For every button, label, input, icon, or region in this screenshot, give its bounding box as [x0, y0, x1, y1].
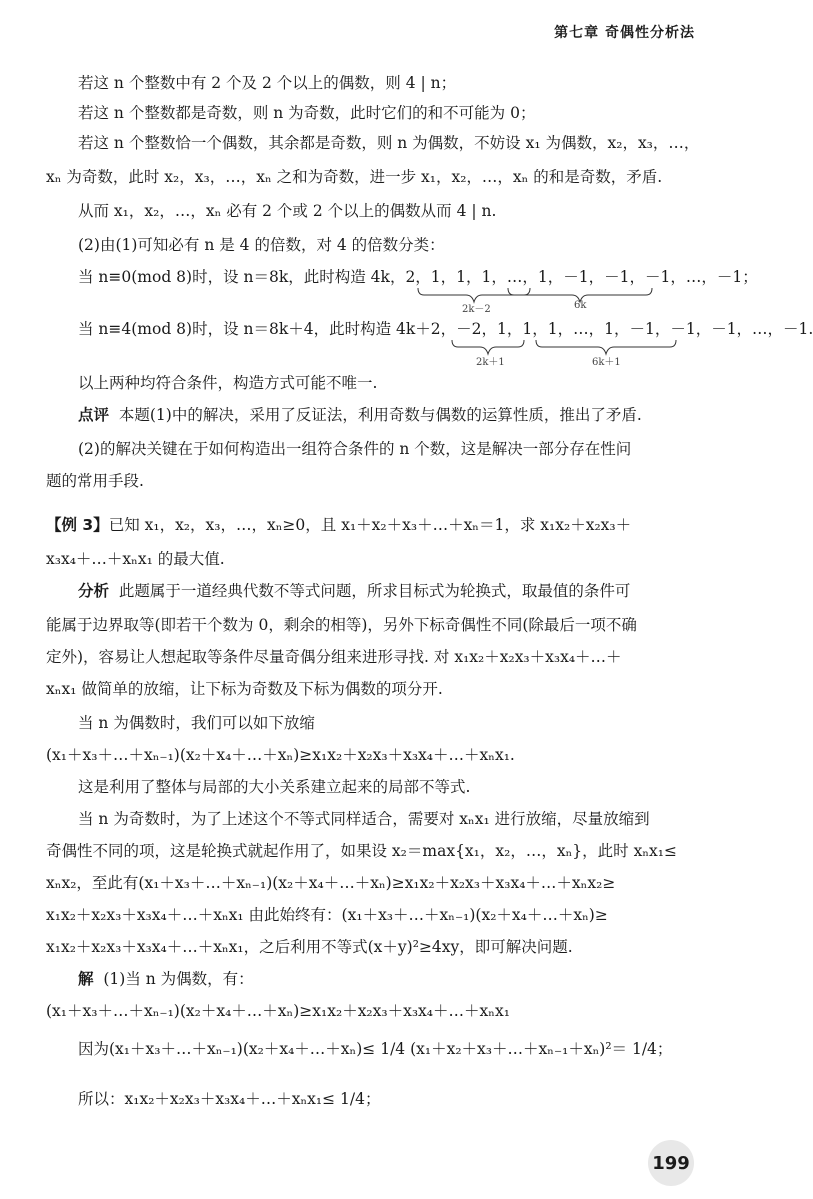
text-line: (x₁＋x₃＋…＋xₙ₋₁)(x₂＋x₄＋…＋xₙ)≥x₁x₂＋x₂x₃＋x₃x₄＋…＋xₙx₁.: [46, 746, 515, 764]
text-line: 从而 x₁，x₂，…，xₙ 必有 2 个或 2 个以上的偶数从而 4 | n.: [78, 202, 497, 220]
text-line: 当 n 为偶数时，我们可以如下放缩: [78, 714, 315, 732]
text-line: 奇偶性不同的项，这是轮换式就起作用了，如果设 x₂＝max{x₁，x₂，…，xₙ}，此时 xₙx₁≤: [46, 842, 677, 860]
text-line: 本题(1)中的解决，采用了反证法，利用奇数与偶数的运算性质，推出了矛盾.: [118, 406, 642, 424]
analysis-paragraph: [78, 580, 697, 602]
text-line: x₁x₂＋x₂x₃＋x₃x₄＋…＋xₙx₁，之后利用不等式(x＋y)²≥4xy，即可解决问题.: [46, 938, 573, 956]
example-paragraph: [46, 514, 697, 536]
text-line: 当 n≡4(mod 8)时，设 n＝8k＋4，此时构造 4k＋2，－2，1，1，1，…，1，－1，－1，－1，…，－1.: [78, 320, 813, 338]
brace-label: 2k＋1: [476, 357, 505, 368]
solution-label: 解: [78, 970, 94, 988]
text-line: (1)当 n 为偶数，有：: [103, 970, 254, 988]
page-number: 199: [648, 1140, 694, 1186]
text-line: 所以：x₁x₂＋x₂x₃＋x₃x₄＋…＋xₙx₁≤ 1/4；: [78, 1090, 381, 1108]
text-line: 已知 x₁，x₂，x₃，…，xₙ≥0，且 x₁＋x₂＋x₃＋…＋xₙ＝1，求 x₁x₂＋x₂x₃＋: [108, 516, 632, 534]
comment-paragraph: [78, 404, 697, 426]
brace-label: 6k: [574, 300, 587, 311]
text-line: 以上两种均符合条件，构造方式可能不唯一.: [78, 374, 378, 392]
text-line: 当 n≡0(mod 8)时，设 n＝8k，此时构造 4k，2，1，1，1，…，1，－1，－1，－1，…，－1；: [78, 268, 758, 286]
text-line: 定外)，容易让人想起取等条件尽量奇偶分组来进形寻找. 对 x₁x₂＋x₂x₃＋x₃x₄＋…＋: [46, 648, 622, 666]
text-line: xₙx₂，至此有(x₁＋x₃＋…＋xₙ₋₁)(x₂＋x₄＋…＋xₙ)≥x₁x₂＋x₂x₃＋x₃x₄＋…＋xₙx₂≥: [46, 874, 616, 892]
text-line: 这是利用了整体与局部的大小关系建立起来的局部不等式.: [78, 778, 471, 796]
text-line: (x₁＋x₃＋…＋xₙ₋₁)(x₂＋x₄＋…＋xₙ)≥x₁x₂＋x₂x₃＋x₃x₄＋…＋xₙx₁: [46, 1002, 510, 1020]
solution-paragraph: [78, 968, 697, 990]
text-line: 若这 n 个整数都是奇数，则 n 为奇数，此时它们的和不可能为 0；: [78, 104, 536, 122]
brace-label: 2k－2: [462, 304, 491, 315]
text-line: x₃x₄＋…＋xₙx₁ 的最大值.: [46, 550, 225, 568]
analysis-label: 分析: [78, 582, 110, 600]
text-line: 此题属于一道经典代数不等式问题，所求目标式为轮换式，取最值的条件可: [118, 582, 631, 600]
text-line: (2)的解决关键在于如何构造出一组符合条件的 n 个数，这是解决一部分存在性问: [78, 440, 632, 458]
text-line: x₁x₂＋x₂x₃＋x₃x₄＋…＋xₙx₁ 由此始终有：(x₁＋x₃＋…＋xₙ₋₁)(x₂＋x₄＋…＋xₙ)≥: [46, 906, 608, 924]
example-label: 【例 3】: [46, 516, 109, 534]
brace-label: 6k＋1: [592, 357, 621, 368]
text-line: (2)由(1)可知必有 n 是 4 的倍数，对 4 的倍数分类：: [78, 236, 445, 254]
text-line: 若这 n 个整数中有 2 个及 2 个以上的偶数，则 4 | n；: [78, 74, 457, 92]
text-line: 题的常用手段.: [46, 472, 144, 490]
comment-label: 点评: [78, 406, 110, 424]
chapter-header: 第七章 奇偶性分析法: [554, 25, 695, 41]
text-line: 若这 n 个整数恰一个偶数，其余都是奇数，则 n 为偶数，不妨设 x₁ 为偶数，x₂，x₃，…，: [78, 134, 700, 152]
text-line: 能属于边界取等(即若干个数为 0，剩余的相等)，另外下标奇偶性不同(除最后一项不确: [46, 616, 637, 634]
text-line: 当 n 为奇数时，为了上述这个不等式同样适合，需要对 xₙx₁ 进行放缩，尽量放缩到: [78, 810, 650, 828]
text-line: xₙ 为奇数，此时 x₂，x₃，…，xₙ 之和为奇数，进一步 x₁，x₂，…，xₙ 的和是奇数，矛盾.: [46, 168, 663, 186]
text-line: xₙx₁ 做简单的放缩，让下标为奇数及下标为偶数的项分开.: [46, 680, 443, 698]
text-line: 因为(x₁＋x₃＋…＋xₙ₋₁)(x₂＋x₄＋…＋xₙ)≤ 1/4 (x₁＋x₂＋x₃＋…＋xₙ₋₁＋xₙ)²＝ 1/4；: [78, 1040, 673, 1058]
